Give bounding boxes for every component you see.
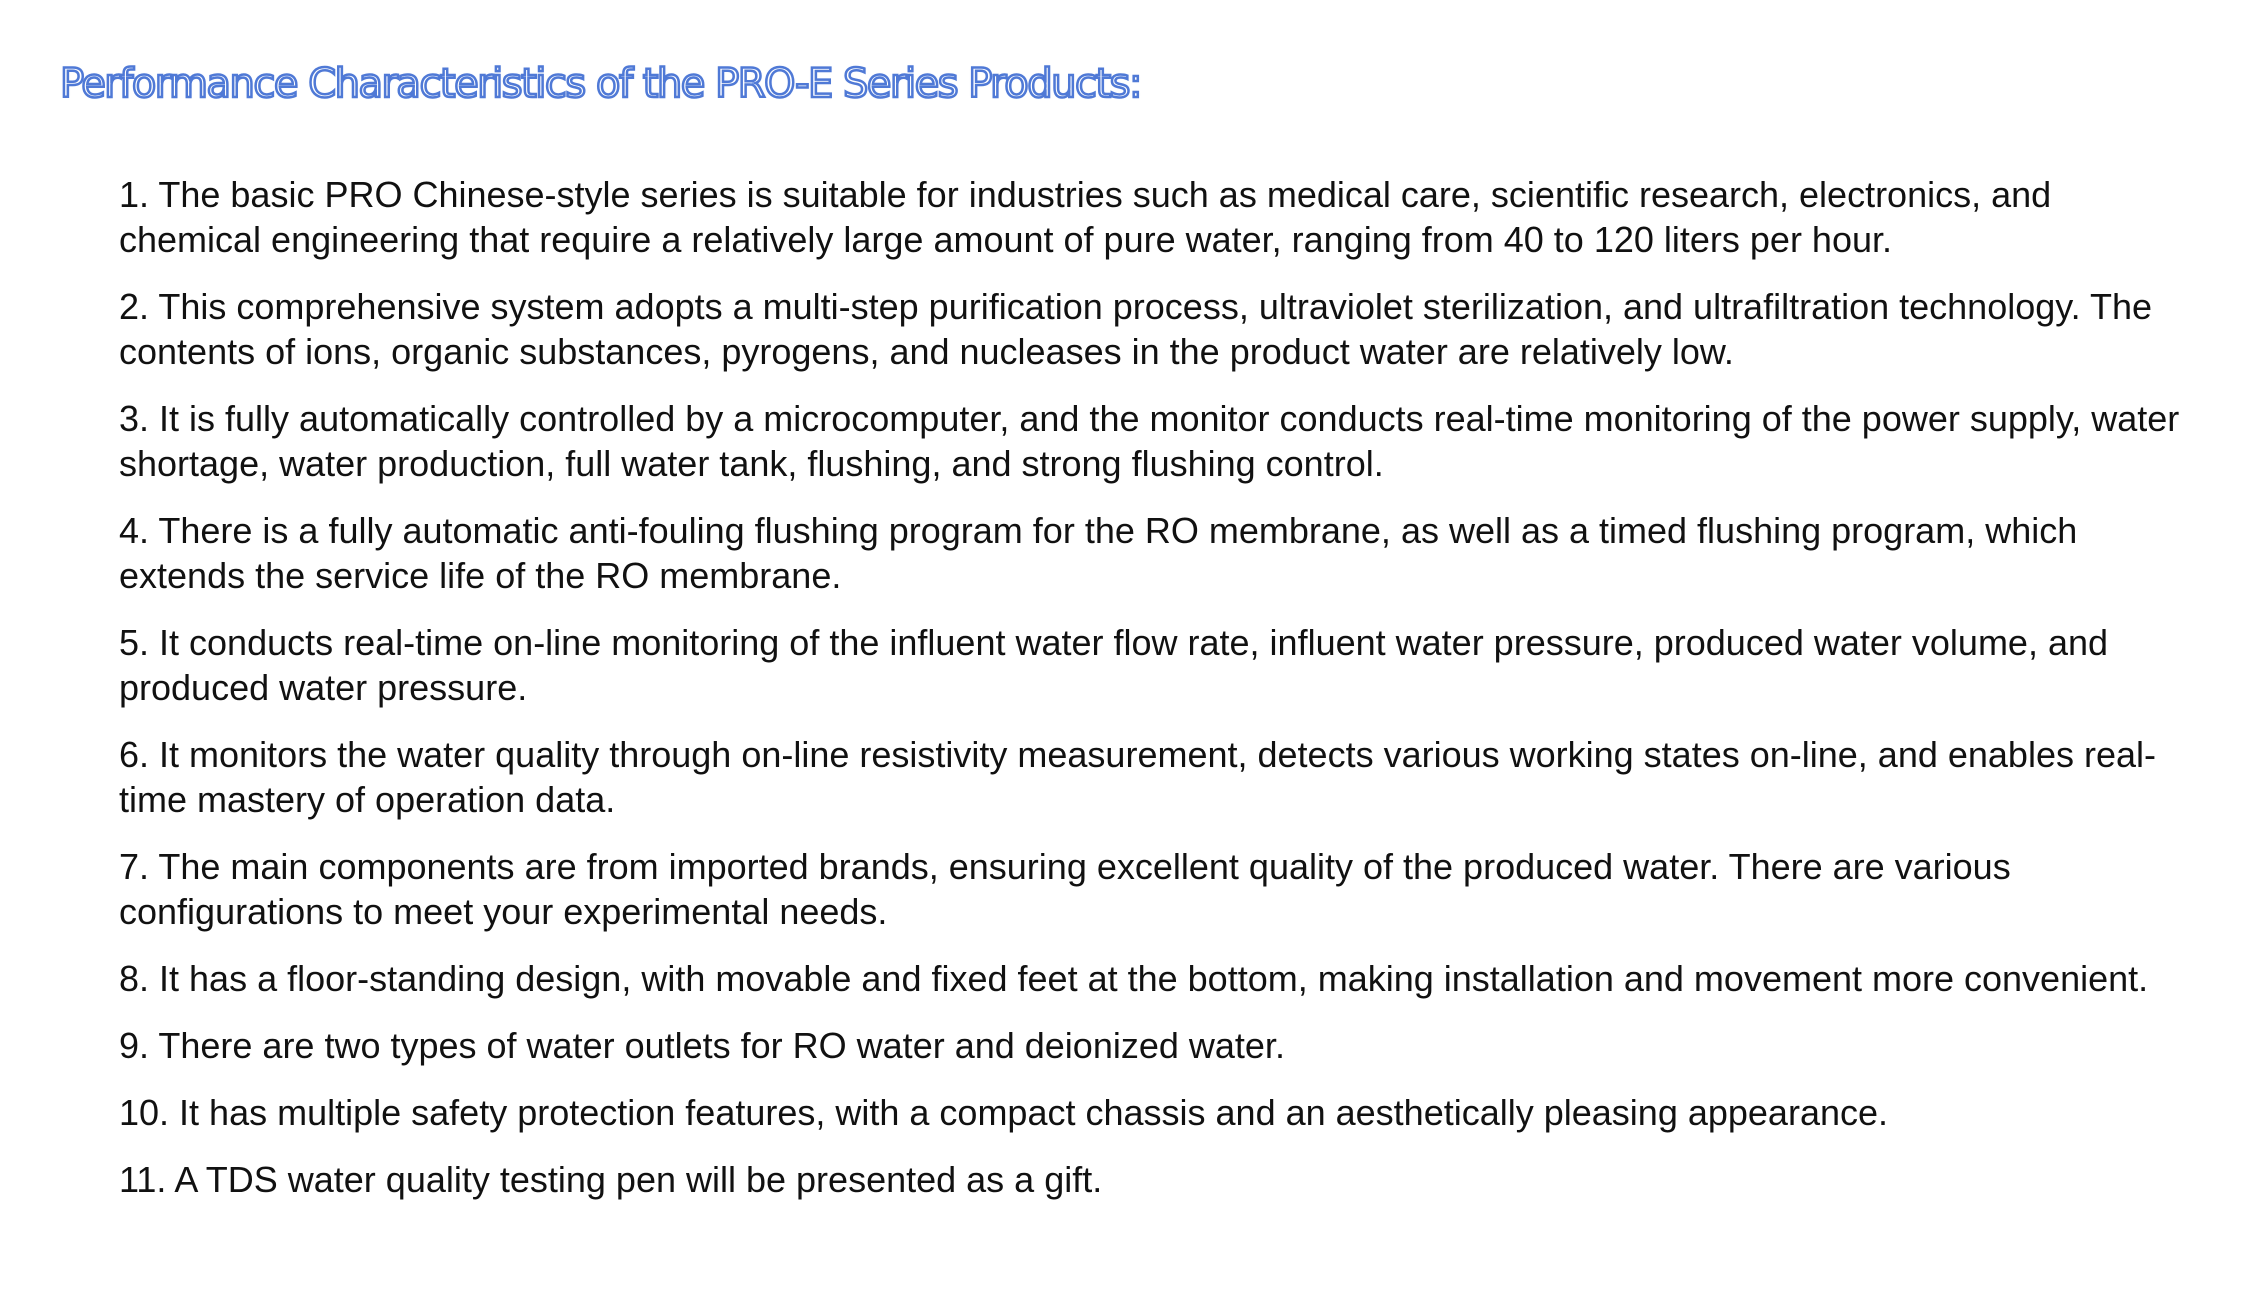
- list-item: 3. It is fully automatically controlled by a microcomputer, and the monitor conducts real-time monitoring of the power supply, water shortage, water production, full water tank, flushing, and strong flushing control.: [119, 398, 2180, 484]
- list-item: 9. There are two types of water outlets for RO water and deionized water.: [119, 1025, 1285, 1066]
- feature-list: [119, 172, 2199, 1224]
- list-item: 1. The basic PRO Chinese-style series is suitable for industries such as medical care, scientific research, electronics, and chemical engineering that require a relatively large amount of pure water, ranging from 40 to 120 liters per hour.: [119, 174, 2052, 260]
- list-item: 6. It monitors the water quality through on-line resistivity measurement, detects various working states on-line, and enables real-time mastery of operation data.: [119, 734, 2156, 820]
- list-item: 5. It conducts real-time on-line monitoring of the influent water flow rate, influent water pressure, produced water volume, and produced water pressure.: [119, 622, 2109, 708]
- list-item: 7. The main components are from imported brands, ensuring excellent quality of the produced water. There are various configurations to meet your experimental needs.: [119, 846, 2011, 932]
- page-title: Performance Characteristics of the PRO-E Series Products:: [60, 61, 1141, 107]
- list-item: 10. It has multiple safety protection features, with a compact chassis and an aesthetically pleasing appearance.: [119, 1092, 1889, 1133]
- list-item: 4. There is a fully automatic anti-fouling flushing program for the RO membrane, as well as a timed flushing program, which extends the service life of the RO membrane.: [119, 510, 2078, 596]
- list-item: 8. It has a floor-standing design, with movable and fixed feet at the bottom, making installation and movement more convenient.: [119, 958, 2149, 999]
- list-item: 11. A TDS water quality testing pen will be presented as a gift.: [119, 1159, 1103, 1200]
- list-item: 2. This comprehensive system adopts a multi-step purification process, ultraviolet sterilization, and ultrafiltration technology. The contents of ions, organic substances, pyrogens, and nucleases in the product water are relatively low.: [119, 286, 2152, 372]
